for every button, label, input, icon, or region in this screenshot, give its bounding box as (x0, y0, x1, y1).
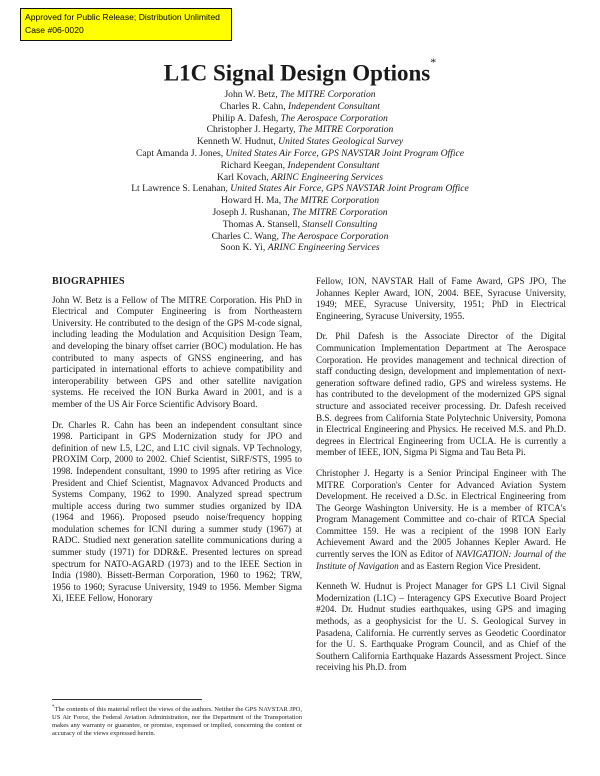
bio-paragraph (316, 468, 566, 572)
release-stamp (20, 8, 232, 41)
author-name: John W. Betz, (224, 89, 281, 100)
author-name: Thomas A. Stansell, (222, 218, 303, 230)
author-list (0, 89, 600, 254)
author-affiliation: The Aerospace Corporation (281, 230, 389, 242)
author-name: Capt Amanda J. Jones, (135, 147, 226, 159)
author-name: Kenneth W. Hudnut, (196, 136, 279, 148)
author-name: Charles C. Wang, (211, 230, 282, 242)
author-line (0, 160, 600, 172)
bio-text-tail: and as Eastern Region Vice President. (398, 560, 541, 571)
journal-title: NAVIGATION: Journal of the Institute of Navigation (316, 549, 566, 571)
bio-paragraph: Dr. Charles R. Cahn has been an independent consultant since 1998. Participant in GPS Modernization study for JPO and definition of new L5, L2C, and L1C civil signals. VP Technology, PROXIM Corp, 2000 to 2002. Chief Scientist, SiRF/STS, 1995 to 1998. Independent consultant, 1990 to 1995 after retiring as Vice President and Chief Scientist, Magnavox Advanced Products and Systems Company, 1962 to 1990. Analyzed spread spectrum multiple access during two summer studies organized by IDA (1964 and 1966). Proposed pseudo noise/frequency hopping modulation schemes for ICNI during a summer study (1967) at RADC. Studied next generation satellite communications during a summer study (1971) for DDR&E. Presented lectures on spread spectrum for NATO-AGARD (1973) and to the IEEE Section in India (1980). Bissett-Berman Corporation, 1960 to 1962; TRW, 1956 to 1960; Syracuse University, 1949 to 1956. Member Sigma Xi, IEEE Fellow, Honorary (52, 419, 302, 604)
footnote-divider (52, 699, 202, 700)
author-name: Soon K. Yi, (220, 242, 268, 254)
footnote (52, 704, 302, 738)
author-name: Lt Lawrence S. Lenahan, (131, 183, 231, 195)
author-affiliation: United States Geological Survey (278, 136, 404, 148)
footnote-mark: * (52, 705, 55, 710)
author-affiliation: The Aerospace Corporation (280, 112, 388, 124)
author-line (0, 113, 600, 125)
author-name: Philip A. Dafesh, (212, 112, 281, 124)
paper-title (0, 54, 600, 88)
author-line (0, 219, 600, 231)
author-affiliation: Independent Consultant (288, 100, 380, 112)
bio-text: Christopher J. Hegarty is a Senior Principal Engineer with The MITRE Corporation's Center for Advanced Aviation System Development. He received a D.Sc. in Electrical Engineering from The George Washington University. He is a member of RTCA's Program Management Committee and co-chair of RTCA Special Committee 159. He was a recipient of the 1998 ION Early Achievement Award and the 2005 Johannes Kepler Award. He currently serves the ION as Editor of (316, 467, 566, 560)
author-affiliation: Independent Consultant (287, 159, 380, 171)
author-affiliation: The MITRE Corporation (292, 206, 388, 218)
bio-paragraph: Dr. Phil Dafesh is the Associate Director of the Digital Communication Implementation Department at The Aerospace Corporation. He provides management and technical direction of staff conducting design, development and implementation of next-generation software defined radio, GPS and wireless systems. He has contributed to the development of the modernized GPS signal structure and associated receiver processing. Dr. Dafesh received B.S. degrees from California State Polytechnic University, Pomona in Electrical Engineering and Physics. He received M.S. and Ph.D. degrees in Electrical Engineering from UCLA. He is currently a member of IEEE, ION, Sigma Pi Sigma and Tau Beta Pi. (316, 331, 566, 458)
footnote-text: The contents of this material reflect the views of the authors. Neither the GPS NAVSTAR JPO, US Air Force, the Federal Aviation Administration, nor the Department of the Transportation makes any warranty or guarantee, or promise, expressed or implied, concerning the content or accuracy of the views expressed herein. (52, 706, 302, 738)
author-name: Richard Keegan, (220, 159, 288, 171)
author-affiliation: ARINC Engineering Services (271, 171, 383, 183)
title-footnote-mark: * (430, 55, 437, 69)
author-affiliation: The MITRE Corporation (297, 124, 394, 136)
author-line (0, 172, 600, 184)
author-affiliation: Stansell Consulting (302, 218, 378, 230)
author-affiliation: United States Air Force, GPS NAVSTAR Joint Program Office (230, 183, 469, 195)
author-line (0, 183, 600, 195)
bio-paragraph: Kenneth W. Hudnut is Project Manager for GPS L1 Civil Signal Modernization (L1C) – Interagency GPS Executive Board Project #204. Dr. Hudnut studies earthquakes, using GPS and imaging methods, as a geophysicist for the U. S. Geological Survey in Pasadena, California. He currently serves as Geodetic Coordinator for the U. S. Earthquake Program Council, and as Chief of the Southern California Earthquake Hazards Assessment Project. Since receiving his Ph.D. from (316, 581, 566, 673)
author-line (0, 242, 600, 254)
author-name: Karl Kovach, (217, 171, 272, 183)
author-name: Joseph J. Rushanan, (212, 206, 293, 218)
bio-paragraph: Fellow, ION, NAVSTAR Hall of Fame Award, GPS JPO, The Johannes Kepler Award, ION, 2004. BEE, Syracuse University, 1949; MEE, Syracuse University, 1951; PhD in Electrical Engineering, Syracuse University, 1955. (316, 276, 566, 321)
author-affiliation: ARINC Engineering Services (267, 242, 380, 254)
author-name: Howard H. Ma, (220, 195, 284, 207)
release-stamp-line2: Case #06-0020 (25, 25, 84, 35)
author-line (0, 124, 600, 136)
author-affiliation: United States Air Force, GPS NAVSTAR Joint Program Office (225, 147, 465, 159)
author-line (0, 231, 600, 243)
author-affiliation: The MITRE Corporation (280, 89, 376, 100)
paper-title-text: L1C Signal Design Options (163, 60, 431, 86)
author-line (0, 148, 600, 160)
author-affiliation: The MITRE Corporation (283, 195, 380, 207)
author-line (0, 89, 600, 101)
author-line (0, 136, 600, 148)
left-column (52, 276, 302, 614)
release-stamp-line1: Approved for Public Release; Distribution Unlimited (25, 12, 220, 22)
author-name: Christopher J. Hegarty, (206, 124, 298, 136)
section-heading-biographies: BIOGRAPHIES (52, 276, 125, 287)
bio-paragraph: John W. Betz is a Fellow of The MITRE Corporation. His PhD in Electrical and Computer Engineering is from Northeastern University. He contributed to the design of the GPS M-code signal, including leading the Modulation and Acquisition Design Team, and developing the binary offset carrier (BOC) modulation. He has contributed to many aspects of GNSS engineering, and has participated in international efforts to achieve compatibility and interoperability between GPS and other satellite navigation systems. He received the ION Burka Award in 2001, and is a member of the US Air Force Scientific Advisory Board. (52, 294, 302, 409)
right-column (316, 276, 566, 683)
author-name: Charles R. Cahn, (220, 100, 288, 112)
author-line (0, 195, 600, 207)
author-line (0, 207, 600, 219)
author-line (0, 101, 600, 113)
